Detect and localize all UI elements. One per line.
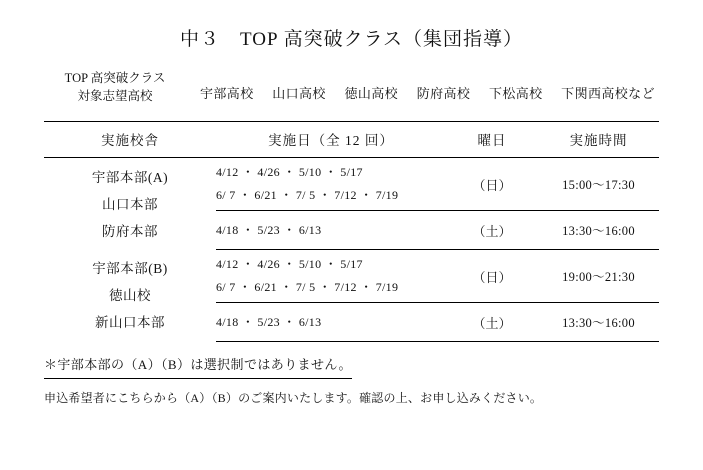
notes-section — [44, 342, 659, 406]
dates-cell — [216, 211, 446, 250]
note-sub: 申込希望者にこちらから（A）（B）のご案内いたします。確認の上、お申し込みください。 — [44, 391, 543, 406]
table-row — [44, 158, 659, 211]
dates-line: 6/ 7 ・ 6/21 ・ 7/ 5 ・ 7/12 ・ 7/19 — [216, 188, 399, 203]
column-header-time: 実施時間 — [538, 122, 659, 158]
target-schools-block — [0, 69, 703, 105]
table-header-row — [44, 122, 659, 158]
day-cell: （日） — [446, 158, 538, 211]
time-cell: 19:00〜21:30 — [538, 250, 659, 303]
campus-line: 徳山校 — [109, 288, 151, 304]
document-page — [0, 24, 703, 470]
note-main: ＊宇部本部の（A）（B）は選択制ではありません。 — [44, 354, 352, 379]
dates-cell — [216, 250, 446, 303]
target-schools-label — [44, 69, 186, 105]
day-cell: （土） — [446, 303, 538, 342]
dates-line: 4/12 ・ 4/26 ・ 5/10 ・ 5/17 — [216, 165, 363, 180]
column-header-campus: 実施校舎 — [44, 122, 216, 158]
target-schools-label-line2: 対象志望高校 — [77, 89, 153, 104]
campus-cell — [44, 250, 216, 342]
dates-cell — [216, 303, 446, 342]
column-header-day: 曜日 — [446, 122, 538, 158]
time-cell: 15:00〜17:30 — [538, 158, 659, 211]
schedule-table — [44, 121, 659, 342]
table-row — [44, 250, 659, 303]
school-name: 下関西高校など — [561, 86, 655, 101]
time-cell: 13:30〜16:00 — [538, 211, 659, 250]
dates-line: 4/18 ・ 5/23 ・ 6/13 — [216, 314, 322, 329]
dates-line: 6/ 7 ・ 6/21 ・ 7/ 5 ・ 7/12 ・ 7/19 — [216, 280, 399, 295]
dates-line: 4/18 ・ 5/23 ・ 6/13 — [216, 222, 322, 237]
dates-line: 4/12 ・ 4/26 ・ 5/10 ・ 5/17 — [216, 257, 363, 272]
school-name: 下松高校 — [488, 86, 543, 101]
school-name: 徳山高校 — [344, 86, 399, 101]
column-header-dates: 実施日（全 12 回） — [216, 122, 446, 158]
campus-line: 宇部本部(B) — [92, 261, 168, 277]
target-schools-list — [186, 69, 657, 102]
campus-line: 宇部本部(A) — [91, 169, 169, 185]
school-name: 防府高校 — [416, 86, 471, 101]
campus-line: 新山口本部 — [95, 315, 165, 331]
day-cell: （日） — [446, 250, 538, 303]
campus-line: 防府本部 — [102, 223, 158, 239]
target-schools-label-line1: TOP 高突破クラス — [64, 71, 166, 85]
page-title: 中３ TOP 高突破クラス（集団指導） — [179, 29, 524, 50]
campus-line: 山口本部 — [102, 196, 158, 212]
school-name: 宇部高校 — [200, 86, 254, 101]
campus-cell — [44, 158, 216, 250]
day-cell: （土） — [446, 211, 538, 250]
school-name: 山口高校 — [272, 86, 326, 101]
time-cell: 13:30〜16:00 — [538, 303, 659, 342]
dates-cell — [216, 158, 446, 211]
